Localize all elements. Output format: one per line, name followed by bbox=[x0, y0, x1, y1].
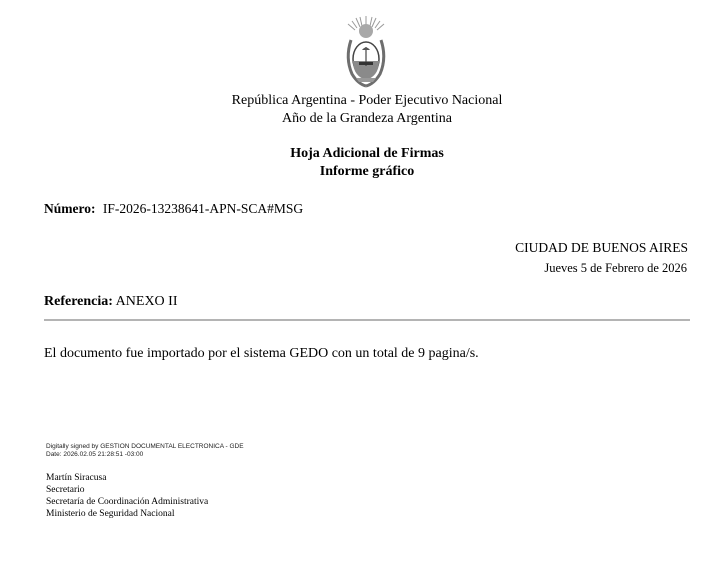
numero-row bbox=[44, 201, 303, 217]
signer-name: Martín Siracusa bbox=[46, 473, 107, 483]
referencia-label: Referencia: bbox=[44, 294, 113, 309]
referencia-row bbox=[44, 294, 178, 310]
header-line-2: Año de la Grandeza Argentina bbox=[281, 111, 452, 126]
body-text: El documento fue importado por el sistema GEDO con un total de 9 pagina/s. bbox=[44, 346, 479, 361]
divider bbox=[44, 319, 690, 321]
digital-signature-line-2: Date: 2026.02.05 21:28:51 -03:00 bbox=[46, 450, 144, 458]
digital-signature-block bbox=[46, 443, 244, 458]
numero-label: Número: bbox=[44, 201, 96, 216]
document-title: Hoja Adicional de Firmas bbox=[290, 146, 444, 161]
signer-ministry: Ministerio de Seguridad Nacional bbox=[46, 509, 175, 519]
coat-of-arms-icon bbox=[342, 14, 390, 90]
numero-value: IF-2026-13238641-APN-SCA#MSG bbox=[102, 201, 304, 216]
digital-signature-line-1: Digitally signed by GESTION DOCUMENTAL ELECTRONICA - GDE bbox=[46, 443, 244, 450]
city: CIUDAD DE BUENOS AIRES bbox=[515, 240, 688, 255]
date: Jueves 5 de Febrero de 2026 bbox=[544, 261, 687, 275]
signer-block bbox=[46, 472, 208, 520]
signer-role: Secretario bbox=[46, 485, 85, 495]
signer-office: Secretaría de Coordinación Administrativa bbox=[46, 497, 209, 507]
document-subtitle: Informe gráfico bbox=[319, 164, 415, 179]
referencia-value: ANEXO II bbox=[115, 294, 178, 309]
header-line-1: República Argentina - Poder Ejecutivo Nacional bbox=[231, 93, 503, 108]
